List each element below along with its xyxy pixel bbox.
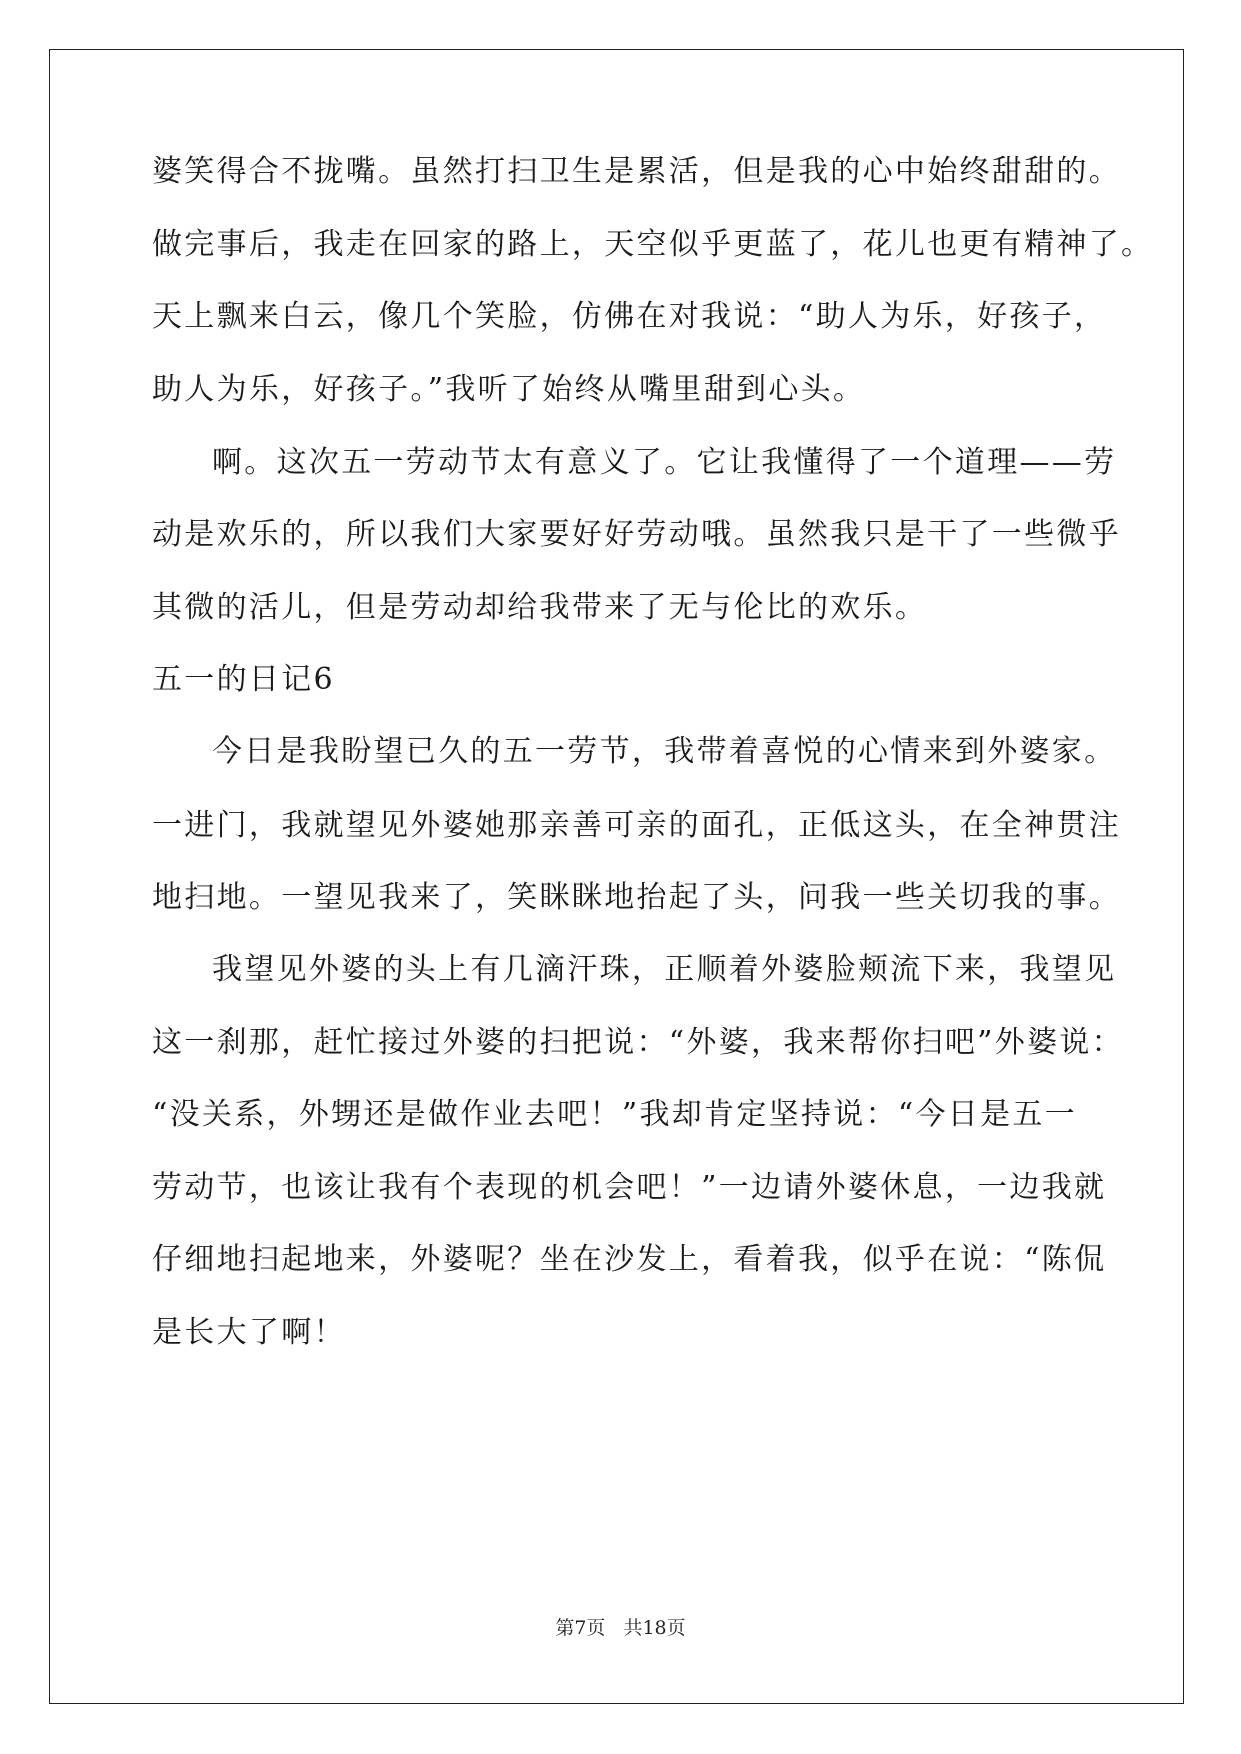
text-line: 这一刹那，赶忙接过外婆的扫把说：“外婆，我来帮你扫吧”外婆说： <box>152 1025 1124 1060</box>
page-number: 第7页 <box>555 1617 606 1639</box>
text-line: 劳动节，也该让我有个表现的机会吧！”一边请外婆休息，一边我就 <box>152 1170 1107 1205</box>
page-footer <box>0 1616 1241 1640</box>
text-line: 其微的活儿，但是劳动却给我带来了无与伦比的欢乐。 <box>152 590 928 625</box>
text-line: 仔细地扫起地来，外婆呢？坐在沙发上，看着我，似乎在说：“陈侃 <box>152 1242 1107 1277</box>
section-heading: 五一的日记6 <box>152 662 335 697</box>
text-line: 是长大了啊！ <box>152 1315 346 1350</box>
text-line: “没关系，外甥还是做作业去吧！”我却肯定坚持说：“今日是五一 <box>152 1097 1078 1132</box>
paragraph-start-line: 我望见外婆的头上有几滴汗珠，正顺着外婆脸颊流下来，我望见 <box>212 952 1117 987</box>
page-total: 共18页 <box>623 1617 686 1639</box>
text-line: 婆笑得合不拢嘴。虽然打扫卫生是累活，但是我的心中始终甜甜的。 <box>152 154 1121 189</box>
paragraph-start-line: 今日是我盼望已久的五一劳节，我带着喜悦的心情来到外婆家。 <box>212 734 1117 769</box>
text-line: 天上飘来白云，像几个笑脸，仿佛在对我说：“助人为乐，好孩子， <box>152 299 1107 334</box>
paragraph-start-line: 啊。这次五一劳动节太有意义了。它让我懂得了一个道理——劳 <box>212 445 1117 480</box>
text-line: 动是欢乐的，所以我们大家要好好劳动哦。虽然我只是干了一些微乎 <box>152 517 1121 552</box>
text-line: 一进门，我就望见外婆她那亲善可亲的面孔，正低这头，在全神贯注 <box>152 808 1121 843</box>
text-line: 助人为乐，好孩子。”我听了始终从嘴里甜到心头。 <box>152 372 866 407</box>
text-line: 做完事后，我走在回家的路上，天空似乎更蓝了，花儿也更有精神了。 <box>152 227 1154 262</box>
text-line: 地扫地。一望见我来了，笑眯眯地抬起了头，问我一些关切我的事。 <box>152 880 1121 915</box>
